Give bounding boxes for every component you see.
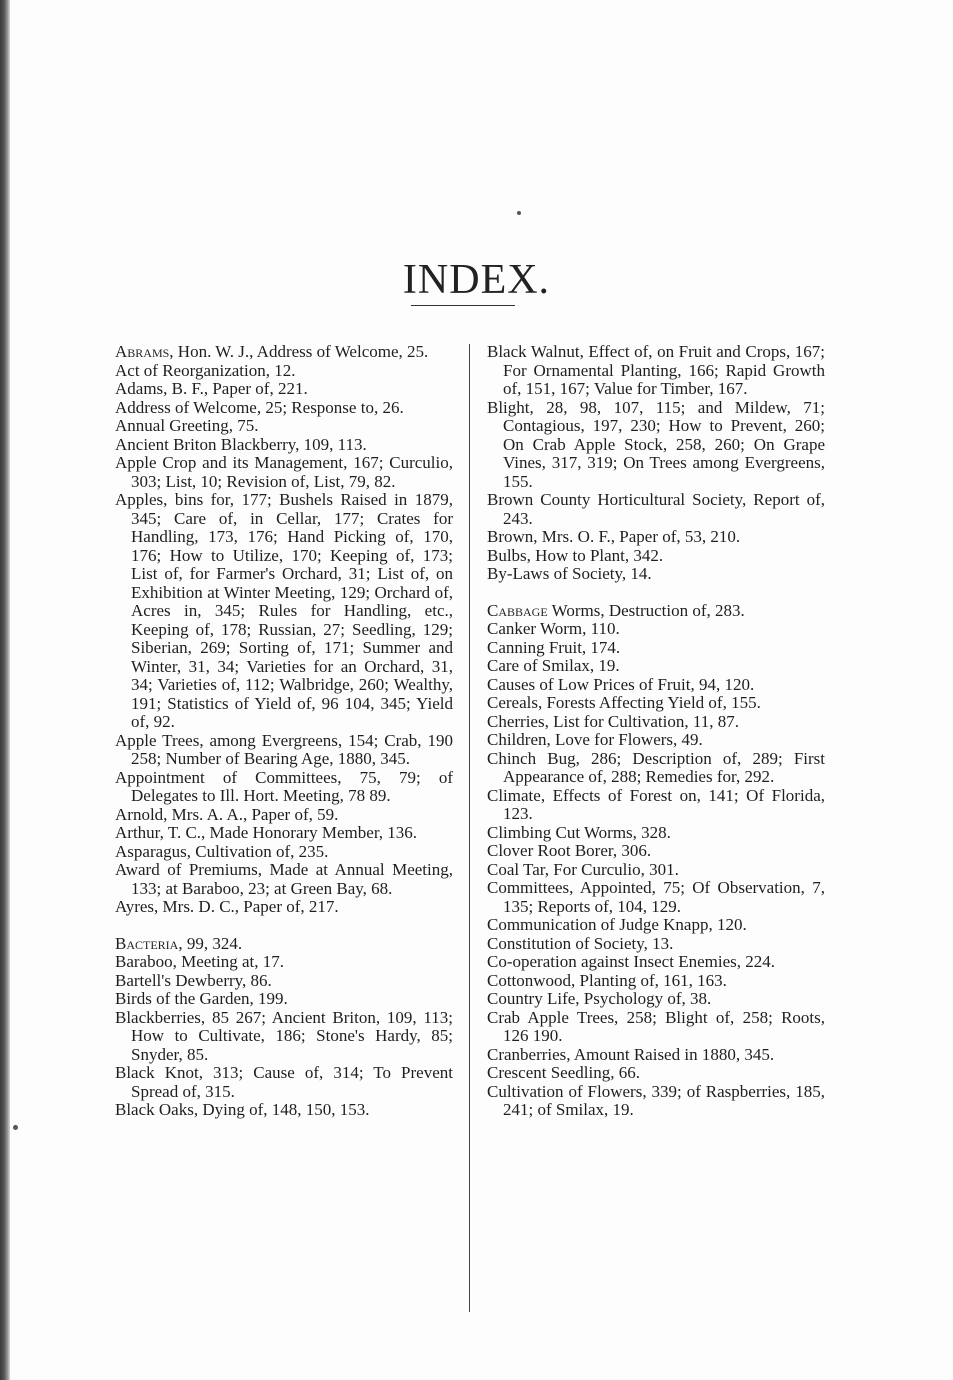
index-entry-text: Committees, Appointed, 75; Of Observation, 7, 135; Reports of, 104, 129. bbox=[487, 878, 825, 916]
index-entry-text: Award of Premiums, Made at Annual Meeting, 133; at Baraboo, 23; at Green Bay, 68. bbox=[115, 860, 453, 898]
index-entry-text: Birds of the Garden, 199. bbox=[115, 989, 288, 1008]
index-entry bbox=[115, 990, 453, 1009]
index-entry-text: Cherries, List for Cultivation, 11, 87. bbox=[487, 711, 739, 731]
column-divider bbox=[469, 344, 470, 1312]
index-entry-text: Chinch Bug, 286; Description of, 289; First Appearance of, 288; Remedies for, 292. bbox=[487, 748, 825, 786]
index-entry bbox=[487, 620, 825, 639]
index-entry bbox=[115, 1064, 453, 1101]
index-entry-text: Cultivation of Flowers, 339; of Raspberries, 185, 241; of Smilax, 19. bbox=[487, 1081, 825, 1119]
index-entry bbox=[487, 879, 825, 916]
index-entry-text: Appointment of Committees, 75, 79; of Delegates to Ill. Hort. Meeting, 78 89. bbox=[115, 767, 453, 805]
index-entry-text: Black Oaks, Dying of, 148, 150, 153. bbox=[115, 1100, 370, 1119]
index-entry-text: Arthur, T. C., Made Honorary Member, 136. bbox=[115, 823, 418, 842]
index-entry bbox=[115, 806, 453, 825]
index-entry bbox=[115, 935, 453, 954]
index-entry-text: Coal Tar, For Curculio, 301. bbox=[487, 859, 679, 879]
index-entry bbox=[115, 972, 453, 991]
index-entry bbox=[115, 861, 453, 898]
index-entry-text: Bartell's Dewberry, 86. bbox=[115, 970, 272, 990]
index-entry bbox=[115, 399, 453, 418]
index-entry-text: Blackberries, 85 267; Ancient Briton, 109, 113; How to Cultivate, 186; Stone's Hardy, 85; Snyder, 85. bbox=[115, 1007, 453, 1064]
speck-mark bbox=[517, 211, 521, 215]
index-entry-text: Care of Smilax, 19. bbox=[487, 656, 620, 675]
index-entry bbox=[115, 436, 453, 455]
index-entry bbox=[487, 935, 825, 954]
index-entry bbox=[487, 602, 825, 621]
index-entry bbox=[487, 547, 825, 566]
section-gap bbox=[487, 584, 825, 602]
index-entry bbox=[487, 1009, 825, 1046]
index-entry-text: Cranberries, Amount Raised in 1880, 345. bbox=[487, 1044, 775, 1064]
index-entry bbox=[487, 713, 825, 732]
index-entry bbox=[487, 565, 825, 584]
index-entry bbox=[487, 1064, 825, 1083]
index-entry bbox=[487, 972, 825, 991]
index-entry-text: Constitution of Society, 13. bbox=[487, 933, 674, 953]
index-entry bbox=[487, 694, 825, 713]
page-binding-edge bbox=[0, 0, 10, 1380]
index-entry-text: Causes of Low Prices of Fruit, 94, 120. bbox=[487, 674, 755, 694]
index-entry bbox=[487, 657, 825, 676]
index-entry bbox=[115, 732, 453, 769]
index-entry-text: Crescent Seedling, 66. bbox=[487, 1063, 640, 1082]
index-entry-text: By-Laws of Society, 14. bbox=[487, 564, 652, 583]
index-entry bbox=[487, 399, 825, 492]
index-entry-text: Climbing Cut Worms, 328. bbox=[487, 822, 671, 842]
title-rule bbox=[411, 305, 515, 306]
index-entry bbox=[487, 916, 825, 935]
index-entry bbox=[487, 491, 825, 528]
section-lead-word: Bacteria bbox=[115, 933, 179, 953]
index-entry-text: Brown, Mrs. O. F., Paper of, 53, 210. bbox=[487, 527, 741, 546]
index-entry bbox=[487, 731, 825, 750]
index-entry bbox=[115, 1101, 453, 1120]
index-entry bbox=[115, 417, 453, 436]
index-entry bbox=[115, 380, 453, 399]
index-entry-text: Blight, 28, 98, 107, 115; and Mildew, 71; Contagious, 197, 230; How to Prevent, 260; On Crab Apple Stock, 258, 260; On Grape Vines, 317, 319; On Trees among Evergreens, 155. bbox=[487, 397, 825, 491]
page-title: INDEX. bbox=[402, 257, 551, 304]
index-entry bbox=[487, 1046, 825, 1065]
index-entry-text: Adams, B. F., Paper of, 221. bbox=[115, 379, 308, 398]
index-entry-text: Co-operation against Insect Enemies, 224. bbox=[487, 952, 775, 971]
index-entry-text: Address of Welcome, 25; Response to, 26. bbox=[115, 397, 404, 417]
index-entry bbox=[487, 639, 825, 658]
index-entry-text: Cottonwood, Planting of, 161, 163. bbox=[487, 970, 727, 990]
index-entry bbox=[487, 990, 825, 1009]
index-entry bbox=[487, 750, 825, 787]
index-entry bbox=[115, 769, 453, 806]
index-entry-text: Baraboo, Meeting at, 17. bbox=[115, 952, 285, 971]
index-entry-text: Clover Root Borer, 306. bbox=[487, 841, 652, 860]
index-entry-text: Act of Reorganization, 12. bbox=[115, 360, 296, 380]
index-entry bbox=[115, 491, 453, 732]
index-entry-text: Country Life, Psychology of, 38. bbox=[487, 989, 712, 1008]
index-entry-text: Annual Greeting, 75. bbox=[115, 416, 259, 435]
index-entry-text: Canning Fruit, 174. bbox=[487, 637, 621, 657]
index-entry bbox=[115, 454, 453, 491]
index-entry bbox=[487, 528, 825, 547]
index-entry-text: , 99, 324. bbox=[178, 933, 243, 953]
index-entry-text: Apples, bins for, 177; Bushels Raised in 1879, 345; Care of, in Cellar, 177; Crates for Handling, 173, 176; Hand Picking of, 170, 176; How to Utilize, 170; Keeping of, 173; List of, for Farmer's Orchard, 31; List of, on Exhibition at Winter Meeting, 129; Orchard of, Acres in, 345; Rules for Handling, etc., Keeping of, 178; Russian, 27; Seedling, 129; Siberian, 269; Sorting of, 171; Summer and Winter, 31, 34; Varieties for an Orchard, 31, 34; Varieties of, 112; Walbridge, 260; Wealthy, 191; Statistics of Yield of, 96 104, 345; Yield of, 92. bbox=[115, 490, 453, 731]
index-entry bbox=[115, 343, 453, 362]
index-entry bbox=[487, 824, 825, 843]
index-entry-text: Apple Crop and its Management, 167; Curculio, 303; List, 10; Revision of, List, 79, 82. bbox=[115, 453, 453, 491]
index-column-left bbox=[115, 343, 453, 1120]
index-entry bbox=[115, 953, 453, 972]
index-entry-text: , Hon. W. J., Address of Welcome, 25. bbox=[169, 342, 429, 361]
index-entry-text: Canker Worm, 110. bbox=[487, 619, 620, 638]
section-gap bbox=[115, 917, 453, 935]
index-entry bbox=[487, 343, 825, 399]
index-entry-text: Brown County Horticultural Society, Report of, 243. bbox=[487, 490, 825, 528]
index-entry bbox=[487, 861, 825, 880]
index-entry-text: Communication of Judge Knapp, 120. bbox=[487, 915, 747, 934]
index-entry-text: Black Knot, 313; Cause of, 314; To Prevent Spread of, 315. bbox=[115, 1063, 453, 1101]
section-lead-word: Abrams bbox=[115, 342, 170, 361]
index-column-right bbox=[487, 343, 825, 1120]
index-entry-text: Cereals, Forests Affecting Yield of, 155. bbox=[487, 693, 761, 712]
index-entry-text: Ayres, Mrs. D. C., Paper of, 217. bbox=[115, 897, 339, 916]
index-entry bbox=[115, 362, 453, 381]
index-entry-text: Asparagus, Cultivation of, 235. bbox=[115, 841, 329, 861]
index-entry bbox=[115, 1009, 453, 1065]
index-entry bbox=[487, 842, 825, 861]
index-entry-text: Climate, Effects of Forest on, 141; Of Florida, 123. bbox=[487, 785, 825, 823]
index-entry bbox=[115, 824, 453, 843]
margin-dot bbox=[13, 1125, 18, 1130]
index-entry bbox=[115, 898, 453, 917]
index-entry bbox=[487, 953, 825, 972]
index-entry-text: Worms, Destruction of, 283. bbox=[547, 600, 745, 620]
index-entry-text: Arnold, Mrs. A. A., Paper of, 59. bbox=[115, 804, 339, 824]
index-entry bbox=[115, 843, 453, 862]
index-entry-text: Bulbs, How to Plant, 342. bbox=[487, 545, 664, 565]
index-entry bbox=[487, 676, 825, 695]
index-entry-text: Black Walnut, Effect of, on Fruit and Crops, 167; For Ornamental Planting, 166; Rapid Growth of, 151, 167; Value for Timber, 167. bbox=[487, 342, 825, 398]
index-entry bbox=[487, 787, 825, 824]
index-entry bbox=[487, 1083, 825, 1120]
index-entry-text: Children, Love for Flowers, 49. bbox=[487, 730, 703, 749]
index-entry-text: Apple Trees, among Evergreens, 154; Crab, 190 258; Number of Bearing Age, 1880, 345. bbox=[115, 730, 453, 768]
section-lead-word: Cabbage bbox=[487, 600, 548, 620]
index-entry-text: Ancient Briton Blackberry, 109, 113. bbox=[115, 434, 367, 454]
index-entry-text: Crab Apple Trees, 258; Blight of, 258; Roots, 126 190. bbox=[487, 1007, 825, 1045]
